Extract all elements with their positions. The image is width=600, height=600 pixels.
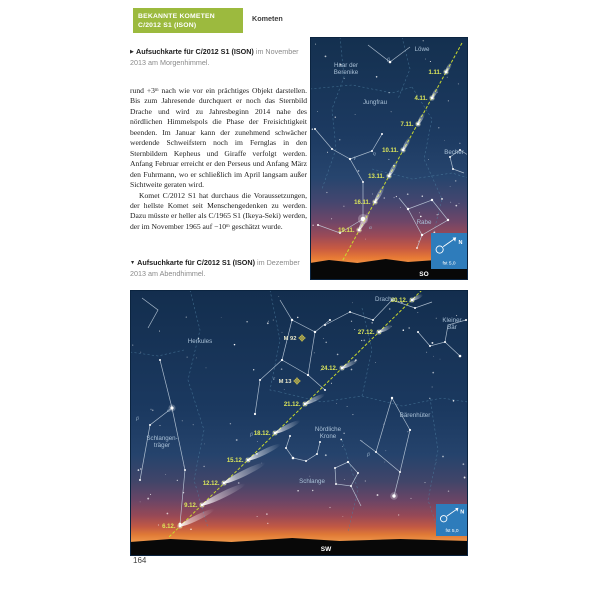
bright-star bbox=[324, 324, 326, 326]
star-dot bbox=[314, 353, 315, 354]
star-dot bbox=[266, 513, 267, 514]
caption-december-text: im Dezember 2013 am Abendhimmel. bbox=[130, 258, 300, 278]
deepsky-label: M 13 bbox=[278, 379, 292, 385]
star-dot bbox=[358, 170, 360, 172]
star-dot bbox=[282, 332, 283, 333]
bright-star bbox=[362, 181, 364, 183]
bright-star bbox=[159, 359, 161, 361]
constellation-label: Rabe bbox=[416, 219, 432, 226]
comet-date-label: 30.12. bbox=[390, 298, 408, 304]
star-dot bbox=[159, 331, 160, 332]
star-dot bbox=[354, 329, 355, 330]
star-dot bbox=[438, 127, 439, 128]
bright-star bbox=[334, 467, 336, 469]
star-dot bbox=[450, 186, 451, 187]
star-dot bbox=[430, 61, 431, 62]
star-dot bbox=[448, 100, 449, 101]
star-dot bbox=[329, 507, 330, 508]
comet-date-label: 16.11. bbox=[354, 200, 371, 206]
star-dot bbox=[400, 207, 401, 208]
star-chart-november bbox=[310, 37, 468, 280]
star-dot bbox=[325, 56, 327, 58]
star-dot bbox=[204, 444, 205, 445]
constellation-label: Schlange bbox=[299, 478, 325, 485]
comet-date-label: 6.12. bbox=[162, 524, 176, 530]
star-dot bbox=[361, 340, 362, 341]
bright-star bbox=[407, 208, 409, 210]
comet-date-label: 10.11. bbox=[382, 148, 399, 154]
page-number: 164 bbox=[133, 556, 147, 565]
star-dot bbox=[150, 494, 151, 495]
star-dot bbox=[257, 441, 258, 442]
star-dot bbox=[187, 357, 188, 358]
star-dot bbox=[196, 358, 197, 359]
comet-date-label: 7.11. bbox=[400, 122, 414, 128]
star-dot bbox=[436, 462, 437, 463]
bright-star bbox=[285, 447, 287, 449]
star-dot bbox=[230, 423, 231, 424]
star-dot bbox=[375, 362, 376, 363]
star-dot bbox=[456, 315, 457, 316]
star-dot bbox=[335, 116, 336, 117]
comet-date-label: 19.11. bbox=[338, 228, 355, 234]
bright-star bbox=[317, 224, 319, 226]
constellation-label: Bärenhüter bbox=[399, 412, 431, 419]
star-dot bbox=[140, 468, 141, 469]
constellation-label: Kleiner Bär bbox=[442, 317, 462, 331]
caption-november-text: im November 2013 am Morgenhimmel. bbox=[130, 47, 299, 67]
star-dot bbox=[425, 59, 426, 60]
star-dot bbox=[343, 433, 344, 434]
bright-star bbox=[452, 168, 454, 170]
comet-date-label: 13.11. bbox=[368, 174, 385, 180]
star-dot bbox=[422, 195, 423, 196]
limiting-magnitude-label: fst 5,0 bbox=[445, 529, 459, 535]
compass-north-label: N bbox=[460, 509, 465, 516]
bright-star bbox=[416, 247, 418, 249]
comet-date-label: 24.12. bbox=[320, 366, 338, 372]
bright-star bbox=[314, 331, 316, 333]
star-dot bbox=[455, 205, 457, 207]
star-glow bbox=[390, 492, 397, 499]
star-dot bbox=[388, 159, 389, 160]
chapter-header-line1: BEKANNTE KOMETEN bbox=[138, 12, 215, 20]
star-dot bbox=[351, 369, 353, 371]
bright-star bbox=[465, 319, 467, 321]
star-dot bbox=[459, 143, 460, 144]
compass-north-label: N bbox=[458, 239, 463, 246]
star-letter-label: β bbox=[367, 452, 370, 458]
star-dot bbox=[429, 398, 430, 399]
constellation-label: Löwe bbox=[414, 46, 430, 53]
star-dot bbox=[407, 193, 409, 195]
comet-date-label: 15.12. bbox=[226, 458, 244, 464]
bright-star bbox=[431, 199, 433, 201]
star-dot bbox=[190, 529, 192, 531]
caption-arrow-down-icon: ▼ bbox=[130, 260, 136, 266]
star-dot bbox=[147, 498, 149, 500]
star-dot bbox=[389, 308, 391, 310]
star-dot bbox=[160, 425, 161, 426]
constellation-label: Drache bbox=[375, 296, 395, 303]
star-dot bbox=[352, 414, 353, 415]
star-dot bbox=[267, 322, 269, 324]
star-dot bbox=[418, 241, 419, 242]
bright-star bbox=[254, 413, 256, 415]
star-dot bbox=[420, 216, 422, 218]
caption-november bbox=[130, 47, 312, 68]
bright-star bbox=[421, 234, 423, 236]
star-dot bbox=[434, 231, 436, 233]
star-dot bbox=[441, 198, 443, 200]
star-chart-december bbox=[130, 290, 468, 556]
star-dot bbox=[453, 400, 455, 402]
star-letter-label: β bbox=[387, 57, 390, 63]
star-letter-label: α bbox=[369, 225, 372, 231]
star-dot bbox=[442, 456, 444, 458]
caption-december bbox=[130, 258, 312, 279]
bright-star bbox=[139, 479, 141, 481]
bright-star bbox=[449, 156, 451, 158]
star-dot bbox=[267, 523, 268, 524]
star-dot bbox=[167, 513, 169, 515]
bright-star bbox=[444, 341, 446, 343]
star-dot bbox=[331, 383, 332, 384]
star-dot bbox=[437, 214, 438, 215]
star-dot bbox=[424, 482, 425, 483]
star-dot bbox=[344, 78, 345, 79]
bright-star bbox=[372, 319, 374, 321]
chapter-header-line2: C/2012 S1 (ISON) bbox=[138, 21, 197, 29]
bright-star bbox=[329, 319, 331, 321]
star-dot bbox=[253, 369, 254, 370]
star-dot bbox=[438, 214, 439, 215]
star-dot bbox=[389, 92, 390, 93]
star-dot bbox=[246, 321, 247, 322]
bright-star bbox=[459, 355, 462, 358]
star-dot bbox=[372, 194, 373, 195]
constellation-label: Becher bbox=[444, 149, 464, 156]
body-paragraph-2: Komet C/2012 S1 hat durchaus die Voraussetzungen, der hellste Komet seit Menschengedenken zu werden. Dazu müsste er heller als C/1965 S1 (Ikeya-Seki) werden, der im November 1965 auf −10ᵐ geschätzt wurde. bbox=[130, 190, 307, 231]
star-dot bbox=[459, 203, 460, 204]
horizon-ground bbox=[130, 538, 468, 556]
limiting-magnitude-label: fst 5,0 bbox=[442, 261, 456, 267]
star-dot bbox=[432, 372, 434, 374]
star-dot bbox=[340, 439, 342, 441]
star-dot bbox=[377, 494, 379, 496]
star-dot bbox=[408, 327, 410, 329]
bright-star bbox=[414, 307, 416, 309]
bright-star bbox=[399, 471, 401, 473]
bright-star bbox=[381, 133, 383, 135]
star-dot bbox=[447, 77, 448, 78]
star-dot bbox=[140, 352, 141, 353]
bright-star bbox=[350, 485, 352, 487]
star-dot bbox=[206, 368, 207, 369]
bright-star bbox=[349, 158, 351, 160]
star-dot bbox=[273, 320, 274, 321]
star-dot bbox=[221, 317, 222, 318]
star-dot bbox=[177, 480, 178, 481]
comet-date-label: 12.12. bbox=[202, 481, 220, 487]
star-dot bbox=[436, 318, 437, 319]
star-dot bbox=[365, 480, 366, 481]
star-dot bbox=[433, 356, 434, 357]
bright-star bbox=[259, 379, 261, 381]
star-dot bbox=[407, 431, 408, 432]
bright-star bbox=[447, 219, 449, 221]
star-dot bbox=[384, 462, 385, 463]
star-dot bbox=[417, 312, 418, 313]
star-dot bbox=[317, 111, 318, 112]
bright-star bbox=[357, 472, 359, 474]
star-dot bbox=[440, 359, 441, 360]
star-dot bbox=[297, 490, 299, 492]
star-dot bbox=[343, 516, 344, 517]
bright-star bbox=[417, 331, 419, 333]
star-dot bbox=[327, 152, 328, 153]
star-dot bbox=[193, 424, 194, 425]
star-dot bbox=[186, 316, 187, 317]
star-letter-label: ε bbox=[273, 376, 276, 382]
bright-star bbox=[375, 451, 377, 453]
bright-star bbox=[292, 457, 295, 460]
star-dot bbox=[236, 439, 238, 441]
comet-date-label: 21.12. bbox=[283, 402, 301, 408]
star-dot bbox=[391, 111, 392, 112]
star-dot bbox=[423, 40, 424, 41]
star-dot bbox=[426, 352, 427, 353]
star-dot bbox=[398, 514, 399, 515]
star-dot bbox=[132, 345, 133, 346]
bright-star bbox=[429, 345, 431, 347]
caption-december-title: Aufsuchkarte für C/2012 S1 (ISON) bbox=[137, 258, 255, 267]
horizon-direction-label: SW bbox=[320, 546, 332, 553]
bright-star bbox=[305, 460, 307, 462]
star-dot bbox=[165, 474, 166, 475]
comet-date-label: 18.12. bbox=[253, 431, 271, 437]
star-dot bbox=[234, 344, 236, 346]
star-dot bbox=[463, 463, 465, 465]
bright-star bbox=[314, 128, 316, 130]
star-dot bbox=[336, 403, 337, 404]
star-dot bbox=[464, 477, 466, 479]
bright-star bbox=[347, 461, 349, 463]
star-letter-label: β bbox=[250, 432, 253, 438]
star-dot bbox=[394, 197, 395, 198]
star-dot bbox=[313, 225, 314, 226]
star-dot bbox=[323, 338, 324, 339]
constellation-label: Nördliche Krone bbox=[314, 426, 342, 440]
star-dot bbox=[365, 239, 366, 240]
star-dot bbox=[419, 212, 420, 213]
star-letter-label: γ bbox=[354, 155, 357, 161]
star-dot bbox=[411, 498, 412, 499]
constellation-label: Herkules bbox=[187, 338, 213, 345]
star-dot bbox=[455, 180, 457, 182]
star-dot bbox=[315, 44, 316, 45]
star-dot bbox=[371, 322, 373, 324]
bright-star bbox=[289, 435, 291, 437]
bright-star bbox=[409, 429, 411, 431]
caption-arrow-right-icon: ▶ bbox=[130, 49, 134, 55]
star-dot bbox=[326, 192, 327, 193]
comet-date-label: 27.12. bbox=[357, 330, 375, 336]
star-dot bbox=[432, 387, 433, 388]
star-dot bbox=[158, 524, 159, 525]
constellation-label: Schlangen-träger bbox=[146, 435, 178, 449]
comet-date-label: 4.11. bbox=[414, 96, 428, 102]
bright-star bbox=[316, 453, 318, 455]
star-dot bbox=[152, 409, 154, 411]
star-dot bbox=[284, 389, 285, 390]
star-dot bbox=[150, 409, 151, 410]
star-dot bbox=[403, 329, 405, 331]
bright-star bbox=[335, 483, 337, 485]
star-dot bbox=[458, 83, 459, 84]
star-letter-label: η bbox=[373, 151, 376, 157]
bright-star bbox=[149, 424, 151, 426]
horizon-direction-label: SO bbox=[419, 271, 429, 278]
star-dot bbox=[347, 406, 348, 407]
bright-star bbox=[331, 148, 333, 150]
star-dot bbox=[385, 450, 386, 451]
star-dot bbox=[448, 490, 449, 491]
star-dot bbox=[351, 321, 352, 322]
constellation-label: Haar der Berenike bbox=[333, 62, 359, 76]
chapter-header-box bbox=[133, 8, 243, 33]
star-dot bbox=[325, 342, 326, 343]
star-dot bbox=[238, 482, 240, 484]
caption-november-title: Aufsuchkarte für C/2012 S1 (ISON) bbox=[136, 47, 254, 56]
body-text bbox=[130, 86, 307, 232]
deepsky-label: M 92 bbox=[283, 336, 297, 342]
star-dot bbox=[281, 368, 283, 370]
star-dot bbox=[376, 76, 378, 78]
bright-star bbox=[391, 397, 393, 399]
star-dot bbox=[355, 114, 356, 115]
star-dot bbox=[337, 354, 339, 356]
section-tab-label: Kometen bbox=[252, 14, 283, 23]
body-paragraph-1: rund +3ᵐ nach wie vor ein prächtiges Objekt darstellen. Bis zum Jahresende durchquert er noch das Sternbild Drache und wird zu Jahresbeginn 2014 nahe des nördlichen Himmelspols die Phase der Freisichtigkeit beenden. Im Januar kann der zunehmend schwächer werdende Schweifstern noch im Fernglas in den Sternbildern Kepheus und Giraffe verfolgt werden. Anfang Februar erreicht er den Perseus und Anfang März den Fuhrmann, wo er schließlich im April langsam außer Sichtweite geraten wird. bbox=[130, 86, 307, 190]
star-dot bbox=[363, 339, 365, 341]
star-letter-label: β bbox=[136, 416, 139, 422]
constellation-label: Jungfrau bbox=[362, 99, 388, 106]
bright-star bbox=[291, 319, 293, 321]
star-dot bbox=[312, 490, 313, 491]
star-dot bbox=[444, 140, 445, 141]
star-dot bbox=[203, 466, 204, 467]
star-dot bbox=[278, 296, 279, 297]
star-dot bbox=[342, 446, 343, 447]
star-dot bbox=[396, 196, 397, 197]
star-dot bbox=[312, 129, 313, 130]
star-dot bbox=[257, 516, 258, 517]
star-dot bbox=[428, 159, 429, 160]
bright-star bbox=[281, 359, 283, 361]
star-dot bbox=[431, 342, 433, 344]
comet-date-label: 9.12. bbox=[184, 503, 198, 509]
star-dot bbox=[343, 206, 344, 207]
bright-star bbox=[307, 374, 309, 376]
star-dot bbox=[331, 218, 332, 219]
star-letter-label: α bbox=[167, 408, 170, 414]
star-dot bbox=[352, 302, 353, 303]
star-dot bbox=[344, 479, 345, 480]
star-dot bbox=[309, 476, 310, 477]
star-dot bbox=[182, 420, 183, 421]
star-dot bbox=[297, 317, 299, 319]
star-dot bbox=[450, 202, 451, 203]
bright-star bbox=[349, 311, 351, 313]
star-dot bbox=[339, 139, 340, 140]
bright-star bbox=[319, 441, 321, 443]
star-dot bbox=[268, 321, 269, 322]
bright-star bbox=[184, 469, 186, 471]
star-dot bbox=[383, 424, 384, 425]
bright-star bbox=[324, 389, 326, 391]
star-dot bbox=[384, 197, 386, 199]
comet-date-label: 1.11. bbox=[428, 70, 442, 76]
star-dot bbox=[138, 469, 140, 471]
star-dot bbox=[140, 502, 141, 503]
star-dot bbox=[325, 454, 327, 456]
